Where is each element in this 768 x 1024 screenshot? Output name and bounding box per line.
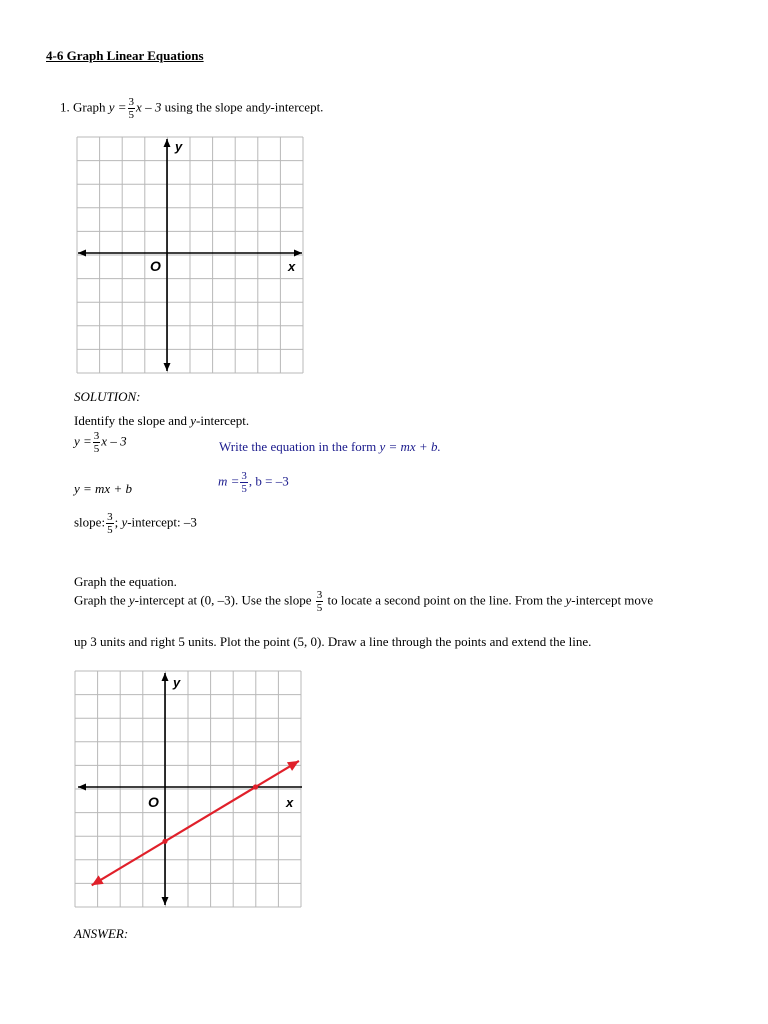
note-2	[218, 470, 289, 495]
note2-b: , b = –3	[248, 473, 289, 489]
y-axis-arrow-down	[162, 897, 169, 905]
fraction-numerator: 3	[128, 96, 135, 108]
instructions-line-1	[74, 589, 653, 614]
slope-y: y	[121, 514, 128, 530]
x-axis-label: x	[288, 259, 296, 274]
p1-pre: Graph the	[74, 592, 126, 608]
problem-text-end: -intercept.	[270, 99, 324, 115]
y-axis-label: y	[173, 675, 181, 690]
grid-lines	[77, 137, 303, 373]
identify-line	[74, 413, 249, 429]
equation-line-2	[74, 481, 132, 497]
y-axis-arrow-up	[162, 673, 169, 681]
identify-text: Identify the slope and	[74, 413, 187, 428]
coordinate-grid-blank	[74, 135, 306, 375]
p1-fraction	[316, 589, 324, 614]
problem-eq-lhs: y =	[108, 99, 127, 115]
grid-lines	[75, 671, 301, 907]
note1-eq: y = mx + b.	[379, 439, 441, 454]
slope-fraction	[106, 511, 114, 536]
p1-post: to locate a second point on the line. From the	[327, 592, 563, 608]
problem-eq-rest: x – 3	[136, 99, 162, 115]
problem-y-word: y	[264, 99, 271, 115]
graphed-line	[92, 761, 299, 885]
equation-line-1	[74, 430, 127, 455]
fraction-denominator: 5	[128, 109, 135, 121]
note2-fraction	[240, 470, 248, 495]
fraction-numerator: 3	[241, 470, 247, 482]
y-axis-label: y	[175, 139, 183, 154]
note1-text: Write the equation in the form	[219, 439, 377, 454]
eq1-lhs: y =	[74, 433, 92, 449]
fraction-denominator: 5	[93, 443, 100, 455]
origin-label: O	[148, 794, 159, 810]
y-axis-arrow-up	[164, 139, 171, 147]
fraction-denominator: 5	[241, 483, 247, 495]
problem-text-pre: Graph	[73, 99, 106, 115]
identify-end: -intercept.	[196, 413, 250, 428]
plotted-point	[162, 839, 167, 844]
solution-label: SOLUTION:	[74, 389, 141, 404]
slope-sep: ;	[114, 514, 122, 530]
plotted-point	[253, 784, 258, 789]
slope-end: -intercept: –3	[127, 514, 197, 530]
eq2-text: y = mx + b	[74, 481, 132, 496]
note-1	[219, 439, 441, 455]
fraction-numerator: 3	[316, 589, 323, 601]
graph-equation-heading: Graph the equation.	[74, 574, 177, 589]
page-title: 4-6 Graph Linear Equations	[46, 48, 204, 63]
y-axis-arrow-down	[164, 363, 171, 371]
fraction-denominator: 5	[316, 602, 323, 614]
p1-y2: y	[565, 592, 572, 608]
x-axis-label: x	[286, 795, 294, 810]
instructions-line-2: up 3 units and right 5 units. Plot the point (5, 0). Draw a line through the points and extend the line.	[74, 634, 592, 649]
problem-number: 1.	[60, 99, 70, 115]
p1-mid: -intercept at (0, –3). Use the slope	[134, 592, 312, 608]
fraction-denominator: 5	[107, 524, 113, 536]
plotted-line-group	[92, 761, 299, 885]
fraction-numerator: 3	[93, 430, 100, 442]
fraction-numerator: 3	[107, 511, 113, 523]
p1-end: -intercept move	[571, 592, 654, 608]
problem-statement	[60, 96, 323, 121]
coordinate-grid-solution	[74, 669, 306, 909]
eq1-slope-fraction	[93, 430, 101, 455]
p1-y: y	[128, 592, 135, 608]
problem-text-post: using the slope and	[164, 99, 265, 115]
identify-y: y	[190, 413, 197, 428]
eq1-rest: x – 3	[101, 433, 127, 449]
answer-label: ANSWER:	[74, 926, 129, 941]
slope-label: slope:	[74, 514, 106, 530]
origin-label: O	[150, 258, 161, 274]
note2-m: m =	[218, 473, 240, 489]
problem-slope-fraction	[128, 96, 136, 121]
slope-line	[74, 511, 197, 536]
